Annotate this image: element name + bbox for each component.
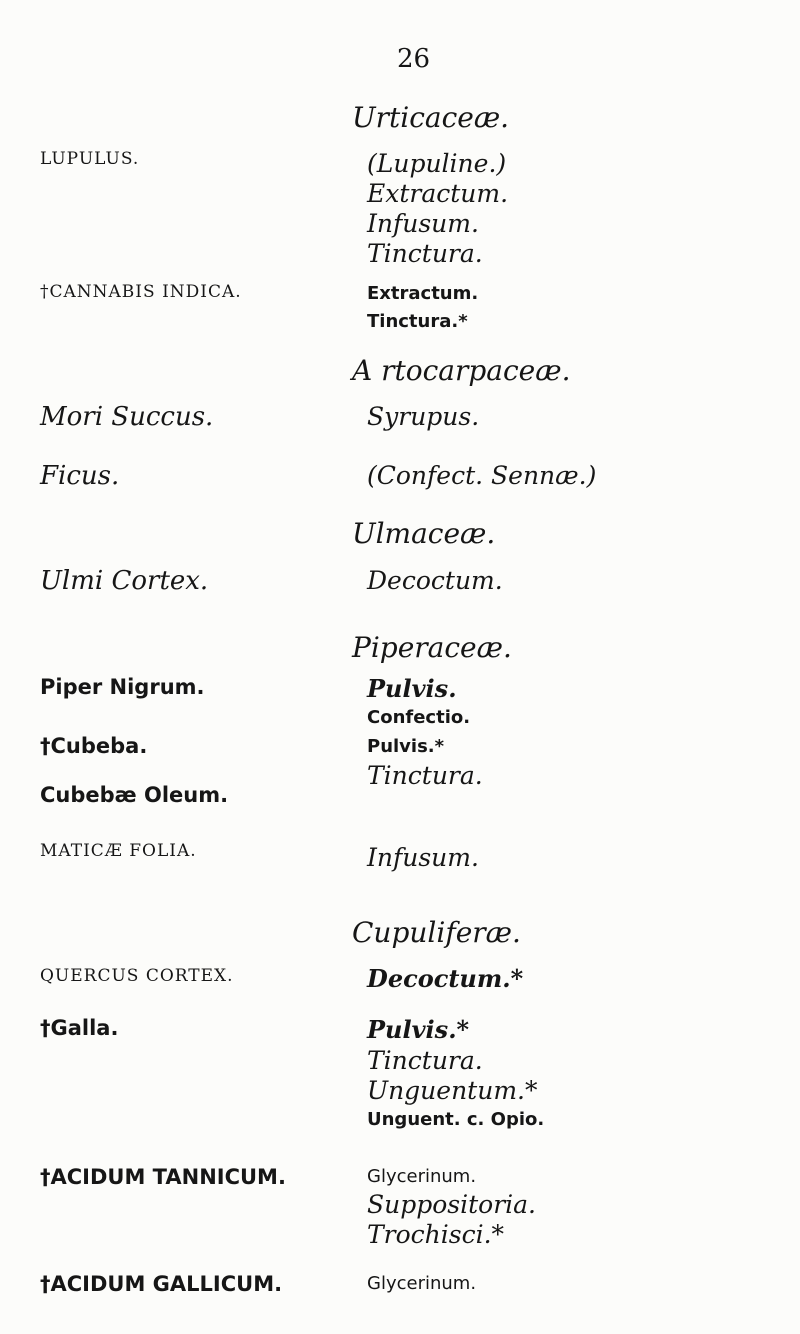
drug-cubeba: †Cubeba. <box>40 734 148 758</box>
family-heading-urticaceae: Urticaceæ. <box>352 101 510 134</box>
prep-galla-pulvis: Pulvis.* <box>367 1015 470 1044</box>
prep-ficus-confect-sennae: (Confect. Sennæ.) <box>367 461 597 490</box>
prep-cannabis-tinctura: Tinctura.* <box>367 311 468 332</box>
prep-maticae-infusum: Infusum. <box>367 843 479 872</box>
drug-quercus-cortex: QUERCUS CORTEX. <box>40 966 234 986</box>
prep-lupulus-extractum: Extractum. <box>367 179 509 208</box>
prep-gallicum-glycerinum: Glycerinum. <box>367 1273 477 1294</box>
prep-ulmi-decoctum: Decoctum. <box>367 566 503 595</box>
drug-galla: †Galla. <box>40 1016 119 1040</box>
page-number: 26 <box>397 44 431 74</box>
family-heading-cupuliferae: Cupuliferæ. <box>352 916 521 949</box>
drug-piper-nigrum: Piper Nigrum. <box>40 675 205 699</box>
prep-lupulus-tinctura: Tinctura. <box>367 239 483 268</box>
drug-cubebae-oleum: Cubebæ Oleum. <box>40 783 229 807</box>
drug-mori-succus: Mori Succus. <box>40 402 214 432</box>
prep-tannicum-trochisci: Trochisci.* <box>367 1220 505 1249</box>
drug-ulmi-cortex: Ulmi Cortex. <box>40 566 209 596</box>
drug-acidum-tannicum: †ACIDUM TANNICUM. <box>40 1165 286 1189</box>
drug-cannabis-indica: †CANNABIS INDICA. <box>40 282 242 302</box>
drug-ficus: Ficus. <box>40 461 120 491</box>
prep-quercus-decoctum: Decoctum.* <box>367 964 524 993</box>
prep-galla-tinctura: Tinctura. <box>367 1046 483 1075</box>
prep-piper-confectio: Confectio. <box>367 707 471 728</box>
drug-acidum-gallicum: †ACIDUM GALLICUM. <box>40 1272 283 1296</box>
family-heading-piperaceae: Piperaceæ. <box>352 631 512 664</box>
drug-lupulus: LUPULUS. <box>40 149 140 169</box>
prep-mori-syrupus: Syrupus. <box>367 402 480 431</box>
prep-cannabis-extractum: Extractum. <box>367 283 479 304</box>
prep-tannicum-glycerinum: Glycerinum. <box>367 1166 477 1187</box>
prep-cubeba-pulvis: Pulvis.* <box>367 736 445 757</box>
drug-maticae-folia: MATICÆ FOLIA. <box>40 841 197 861</box>
prep-tannicum-suppositoria: Suppositoria. <box>367 1190 537 1219</box>
prep-galla-unguent-c-opio: Unguent. c. Opio. <box>367 1109 545 1130</box>
prep-piper-pulvis: Pulvis. <box>367 674 457 703</box>
prep-galla-unguentum: Unguentum.* <box>367 1076 538 1105</box>
family-heading-artocarpaceae: A rtocarpaceæ. <box>352 354 571 387</box>
prep-cubeba-tinctura: Tinctura. <box>367 761 483 790</box>
prep-lupulus-infusum: Infusum. <box>367 209 479 238</box>
prep-lupulus-lupuline: (Lupuline.) <box>367 149 507 178</box>
family-heading-ulmaceae: Ulmaceæ. <box>352 517 496 550</box>
